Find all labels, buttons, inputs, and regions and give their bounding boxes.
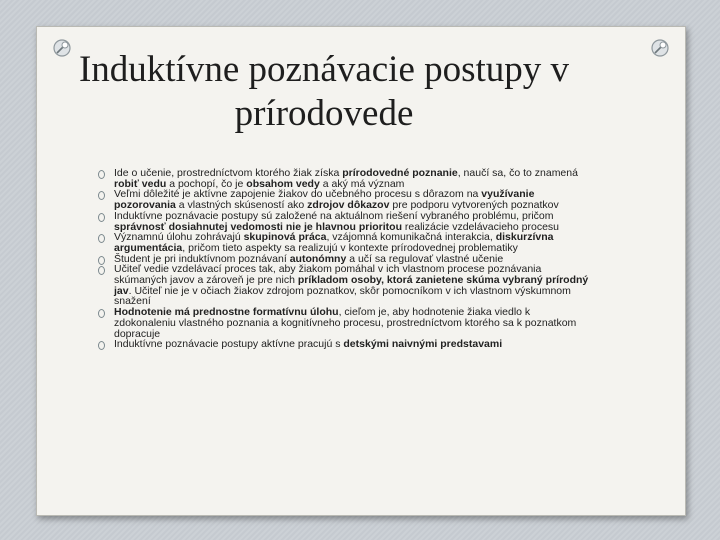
bullet-text: Študent je pri induktívnom poznávaní: [114, 252, 290, 265]
bullet-text-bold: príkladom osoby, ktorá zanietene skúma vybraný prírodný jav: [114, 274, 589, 297]
bullet-text-bold: robiť vedu: [114, 177, 167, 190]
bullet-marker-icon: [98, 191, 105, 200]
bullet-text-bold: diskurzívna argumentácia: [114, 231, 554, 254]
bullet-text-bold: zdrojov dôkazov: [307, 199, 390, 212]
bullet-list: [96, 168, 592, 350]
bullet-text: a učí sa regulovať vlastné učenie: [346, 252, 504, 265]
bullet-text: . Učiteľ nie je v očiach žiakov zdrojom poznatkov, skôr pomocníkom v ich vlastnom výskumnom snažení: [114, 284, 571, 308]
bullet-text: Významnú úlohu zohrávajú: [114, 231, 244, 244]
bullet-text: Induktívne poznávacie postupy aktívne pracujú s: [114, 338, 344, 351]
bullet-marker-icon: [98, 309, 105, 318]
bullet-item: [96, 232, 592, 253]
bullet-text: Ide o učenie, prostredníctvom ktorého žiak získa: [114, 167, 343, 179]
bullet-marker-icon: [98, 256, 105, 265]
bullet-marker-icon: [98, 213, 105, 222]
bullet-item: [96, 264, 592, 307]
bullet-text: a aký má význam: [319, 177, 405, 190]
bullet-text: , vzájomná komunikačná interakcia,: [326, 231, 496, 244]
bullet-text: , naučí sa, čo to znamená: [457, 167, 578, 179]
bullet-marker-icon: [98, 341, 105, 350]
bullet-text-bold: prírodovedné poznanie: [342, 167, 458, 179]
bullet-item: [96, 189, 592, 210]
bullet-item: [96, 168, 592, 189]
bullet-text: a pochopí, čo je: [166, 177, 247, 190]
bullet-marker-icon: [98, 266, 105, 275]
pushpin-icon: [649, 37, 671, 59]
bullet-text: , pričom tieto aspekty sa realizujú v kontexte prírodovednej problematiky: [182, 241, 518, 254]
bullet-marker-icon: [98, 170, 105, 179]
bullet-marker-icon: [98, 234, 105, 243]
bullet-text-bold: Hodnotenie má prednostne formatívnu úlohu: [114, 306, 339, 319]
bullet-text: pre podporu vytvorených poznatkov: [389, 199, 559, 212]
bullet-text: Induktívne poznávacie postupy sú založené na aktuálnom riešení vybraného problému, pričom: [114, 209, 554, 222]
bullet-text-bold: obsahom vedy: [246, 177, 320, 190]
bullet-text-bold: správnosť dosiahnutej vedomosti nie je hlavnou prioritou: [114, 220, 402, 233]
bullet-text-bold: využívanie pozorovania: [114, 188, 535, 212]
bullet-text: Veľmi dôležité je aktívne zapojenie žiakov do učebného procesu s dôrazom na: [114, 188, 482, 201]
bullet-item: [96, 339, 592, 350]
bullet-text-bold: skupinová práca: [243, 231, 327, 244]
bullet-text: , cieľom je, aby hodnotenie žiaka viedlo k zdokonaleniu vlastného poznania a kognitívneho procesu, prostredníctvom ktorého sa k poznatkom dopracuje: [114, 306, 577, 340]
bullet-text: a vlastných skúseností ako: [175, 199, 308, 212]
bullet-text-bold: autonómny: [289, 252, 347, 265]
bullet-text: realizácie vzdelávacieho procesu: [402, 220, 560, 233]
bullet-text: Učiteľ vedie vzdelávací proces tak, aby žiakom pomáhal v ich vlastnom procese poznávania skúmaných javov a zároveň je pre nich: [114, 263, 542, 287]
bullet-item: [96, 307, 592, 339]
slide-title: Induktívne poznávacie postupy v prírodovede: [78, 49, 570, 134]
bullet-item: [96, 211, 592, 232]
bullet-text-bold: detskými naivnými predstavami: [343, 338, 503, 351]
